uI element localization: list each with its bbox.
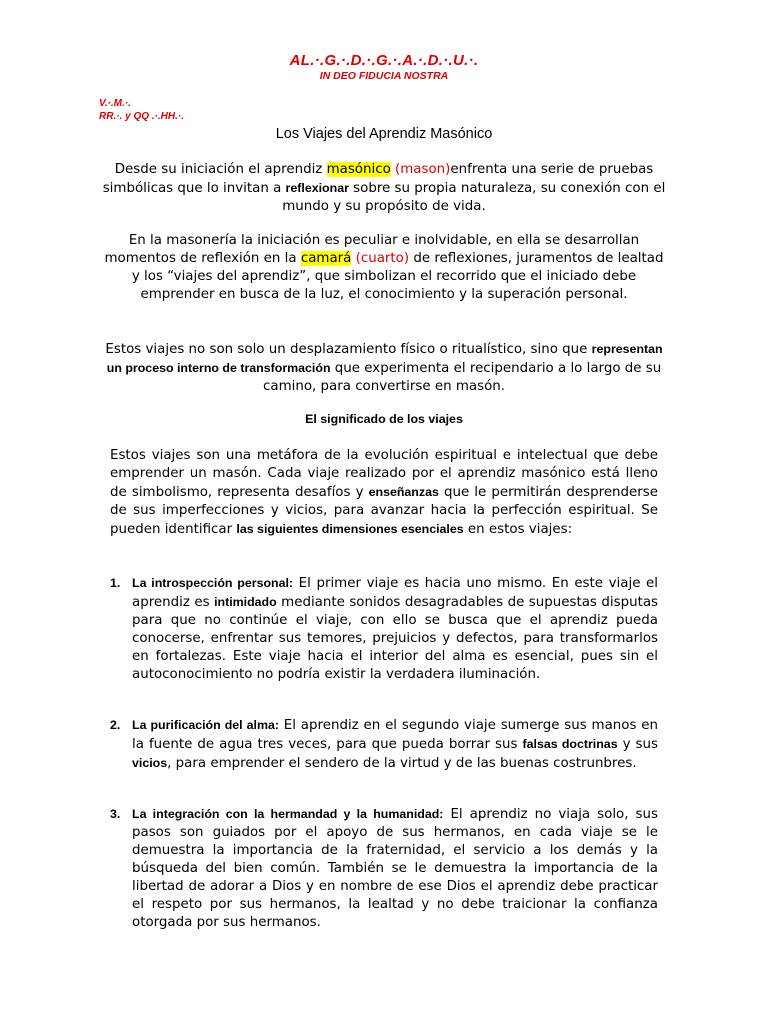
lodge-heading: AL.·.G.·.D.·.G.·.A.·.D.·.U.·. [289, 52, 479, 69]
list-number: 1. [110, 576, 121, 590]
intro-paragraph-1: Desde su iniciación el aprendiz masónico (mason)enfrenta una serie de pruebas simbólicas que lo invitan a reflexionar sobre su propia naturaleza, su conexión con el mundo y su propósito de vida. [102, 162, 666, 214]
list-number: 3. [110, 807, 121, 821]
intro-paragraph-2: En la masonería la iniciación es peculiar e inolvidable, en ella se desarrollan momentos de reflexión en la camará (cuarto) de reflexiones, juramentos de lealtad y los “viajes del aprendiz”, que simbolizan el recorrido que el iniciado debe emprender en busca de la luz, el conocimiento y la superación personal. [104, 233, 664, 302]
salutation [99, 97, 184, 123]
list-item-text: La introspección personal: El primer viaje es hacia uno mismo. En este viaje el aprendiz es intimidado mediante sonidos desagradables de supuestas disputas para que no continúe el viaje, con ello se busca que el aprendiz pueda conocerse, enfrentar sus temores, prejuicios y defectos, para transformarlos en fortalezas. Este viaje hacia el interior del alma es esencial, pues sin el autoconocimiento no podría existir la verdadera iluminación. [132, 576, 659, 682]
salutation-line-2: RR.·. y QQ .·.HH.·. [99, 111, 184, 122]
intro-paragraph-3: Estos viajes no son solo un desplazamiento físico o ritualístico, sino que representan un proceso interno de transformación que experimenta el recipendario a lo largo de su camino, para convertirse en masón. [105, 342, 663, 394]
list-item-text: La integración con la hermandad y la humanidad: El aprendiz no viaja solo, sus pasos son guiados por el apoyo de sus hermanos, en cada viaje se le demuestra la importancia de la fraternidad, el servicio a los demás y la búsqueda del bien común. También se le demuestra la importancia de la libertad de adorar a Dios y en nombre de ese Dios el aprendiz debe practicar el respeto por sus hermanos, la lealtad y no debe traicionar la confianza otorgada por sus hermanos. [132, 807, 658, 930]
motto: IN DEO FIDUCIA NOSTRA [319, 70, 449, 82]
highlight-camara: camará [300, 251, 352, 266]
list-number: 2. [110, 718, 121, 732]
document-title: Los Viajes del Aprendiz Masónico [275, 126, 493, 142]
list-item-text: La purificación del alma: El aprendiz en el segundo viaje sumerge sus manos en la fuente de agua tres veces, para que pueda borrar sus falsas doctrinas y sus vicios, para emprender el sendero de la virtud y de las buenas costrunbres. [132, 718, 658, 771]
section-heading: El significado de los viajes [305, 412, 463, 426]
section-paragraph: Estos viajes son una metáfora de la evolución espiritual e intelectual que debe emprender un masón. Cada viaje realizado por el aprendiz masónico está lleno de simbolismo, representa desafíos y enseñanzas que le permitirán desprenderse de sus imperfecciones y vicios, para avanzar hacia la perfección espiritual. Se pueden identificar las siguientes dimensiones esenciales en estos viajes: [110, 448, 659, 537]
highlight-masonico: masónico [326, 162, 391, 177]
salutation-line-1: V.·.M.·. [99, 98, 131, 109]
